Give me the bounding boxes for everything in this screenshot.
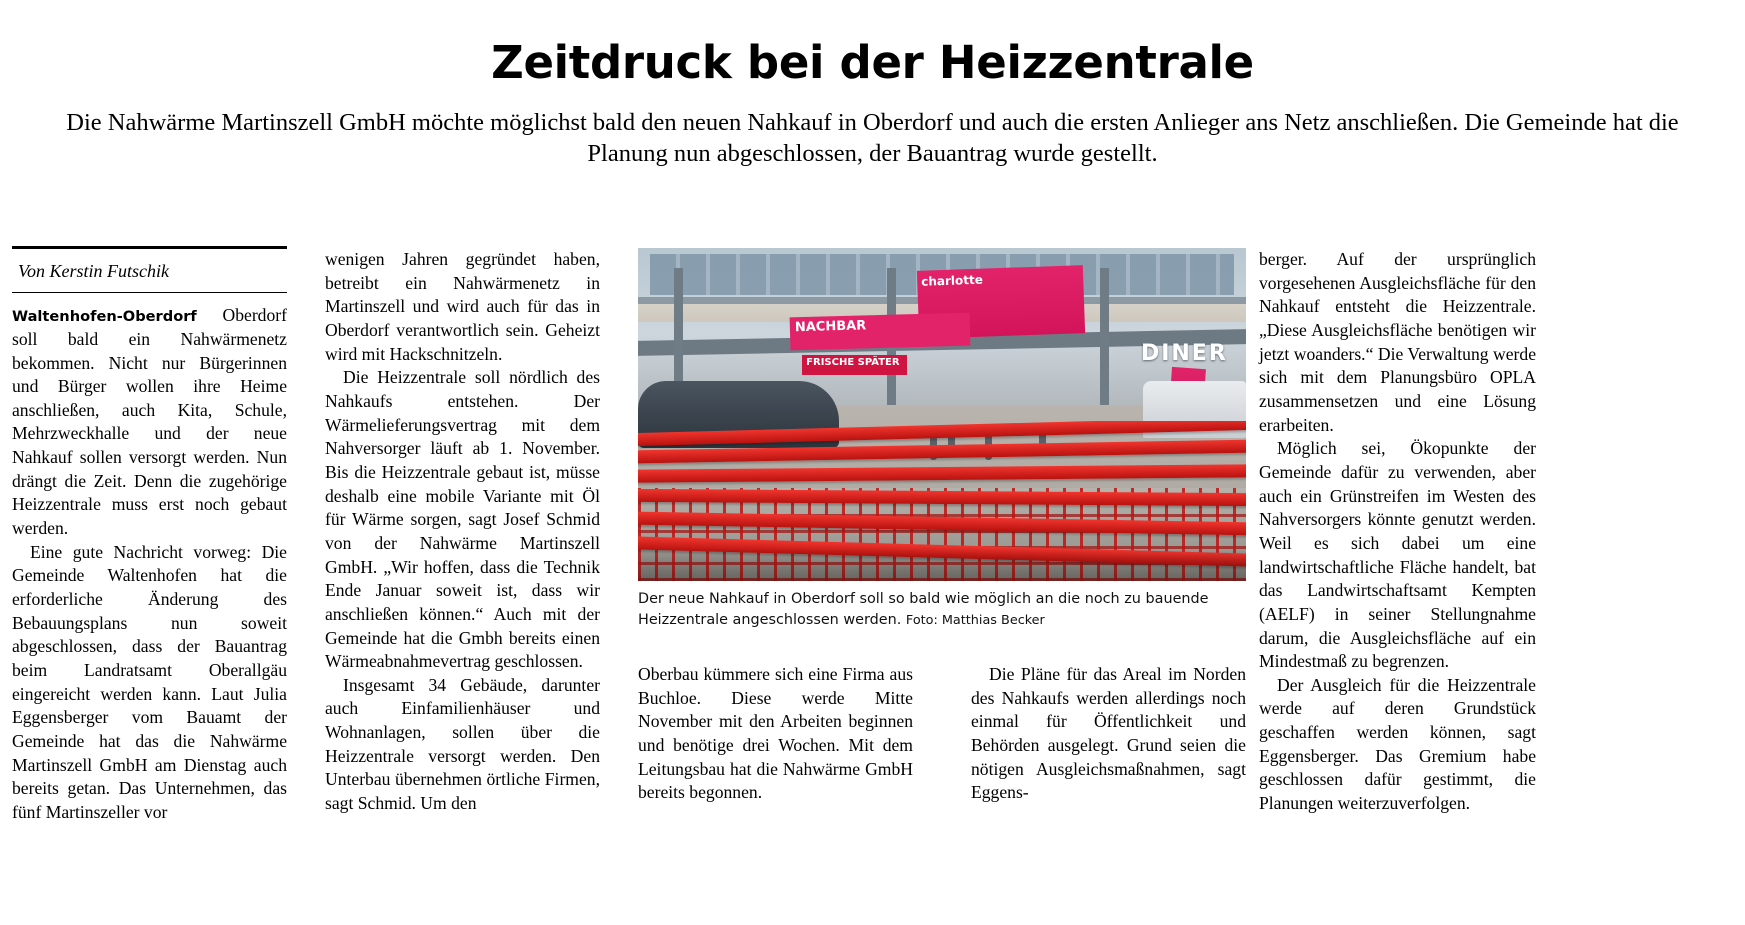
photo-caption bbox=[638, 589, 1246, 630]
text-column-3 bbox=[638, 663, 913, 805]
photo-diner-sign: DINER bbox=[1140, 341, 1228, 367]
photo-credit: Foto: Matthias Becker bbox=[905, 612, 1045, 628]
paragraph: Möglich sei, Ökopunkte der Gemeinde dafür zu verwenden, aber auch ein Grünstreifen im Westen des Nahversorgers könnte genutzt werden. Weil es sich dabei um eine landwirtschaftliche Fläche handelt, bat das Landwirtschaftsamt Kempten (AELF) in seiner Stellungnahme darum, die Ausgleichsfläche auf ein Mindestmaß zu begrenzen. bbox=[1259, 438, 1536, 672]
paragraph bbox=[12, 304, 287, 541]
photo-cart-handle bbox=[638, 464, 1246, 483]
text-column-1 bbox=[12, 248, 287, 825]
paragraph: Oberbau kümmere sich eine Firma aus Buchloe. Diese werde Mitte November mit den Arbeiten beginnen und benötige drei Wochen. Mit dem Leitungsbau hat die Nahwärme GmbH bereits begonnen. bbox=[638, 664, 913, 803]
paragraph-text: Oberdorf soll bald ein Nahwärmenetz bekommen. Nicht nur Bürgerinnen und Bürger wollen ihre Heime anschließen, auch Kita, Schule, Mehrzweckhalle und der neue Nahkauf sollen versorgt werden. Nun drängt die Zeit. Denn die zugehörige Heizzentrale muss erst noch gebaut werden. bbox=[12, 305, 287, 539]
dateline: Waltenhofen-Oberdorf bbox=[12, 308, 197, 326]
article-subhead: Die Nahwärme Martinszell GmbH möchte möglichst bald den neuen Nahkauf in Oberdorf und auch die ersten Anlieger ans Netz anschließen. Die Gemeinde hat die Planung nun abgeschlossen, der Bauantrag wurde gestellt. bbox=[66, 108, 1679, 168]
paragraph: Der Ausgleich für die Heizzentrale werde auf deren Grundstück geschaffen werden können, sagt Eggensberger. Das Gremium habe geschlossen dafür gestimmt, die Planungen weiterzuverfolgen. bbox=[1259, 674, 1536, 814]
byline: Von Kerstin Futschik bbox=[12, 248, 287, 293]
photo-banner-small: FRISCHE SPÄTER bbox=[802, 355, 907, 376]
paragraph: Die Pläne für das Areal im Norden des Nahkaufs werden allerdings noch einmal für Öffentlichkeit und Behörden ausgelegt. Grund seien die nötigen Ausgleichsmaßnahmen, sagt Eggens- bbox=[971, 664, 1246, 803]
paragraph: Insgesamt 34 Gebäude, darunter auch Einfamilienhäuser und Wohnanlagen, sollen über die Heizzentrale versorgt werden. Den Unterbau übernehmen örtliche Firmen, sagt Schmid. Um den bbox=[325, 674, 600, 814]
newspaper-article-page bbox=[0, 38, 1745, 925]
photo-nahkauf-storefront bbox=[638, 248, 1246, 581]
photo-caption-text: Der neue Nahkauf in Oberdorf soll so bald wie möglich an die noch zu bauende Heizzentrale angeschlossen werden. bbox=[638, 591, 1209, 628]
paragraph: berger. Auf der ursprünglich vorgesehenen Ausgleichsfläche für den Nahkauf entsteht die Heizzentrale. „Diese Ausgleichsfläche benötigen wir jetzt woanders.“ Die Verwaltung werde sich mit dem Planungsbüro OPLA zusammensetzen und eine Lösung erarbeiten. bbox=[1259, 249, 1536, 435]
text-column-2 bbox=[325, 248, 600, 816]
article-photo-block bbox=[638, 248, 1246, 630]
paragraph: Eine gute Nachricht vorweg: Die Gemeinde Waltenhofen hat die erforderliche Änderung des Bebauungsplans nun soweit abgeschlossen, dass der Bauantrag beim Landratsamt Oberallgäu eingereicht werden kann. Laut Julia Eggensberger vom Bauamt der Gemeinde hat das die Nahwärme Martinszell GmbH am Dienstag auch bereits getan. Das Unternehmen, das fünf Martinszeller vor bbox=[12, 541, 287, 822]
photo-banner-main: charlotte bbox=[917, 265, 1085, 339]
text-column-4 bbox=[971, 663, 1246, 805]
paragraph: wenigen Jahren gegründet haben, betreibt ein Nahwärmenetz in Martinszell und wird auch für das in Oberdorf verantwortlich sein. Geheizt wird mit Hackschnitzeln. bbox=[325, 249, 600, 364]
article-body bbox=[12, 248, 1734, 918]
paragraph: Die Heizzentrale soll nördlich des Nahkaufs entstehen. Der Wärmelieferungsvertrag mit dem Nahversorger läuft ab 1. November. Bis die Heizzentrale gebaut ist, müsse deshalb eine mobile Variante mit Öl für Wärme sorgen, sagt Josef Schmid von der Nahwärme Martinszell GmbH. „Wir hoffen, dass die Technik Ende Januar soweit ist, dass wir anschließen können.“ Auch mit der Gemeinde hat die Gmbh bereits einen Wärmeabnahmevertrag geschlossen. bbox=[325, 367, 600, 672]
photo-banner-nachbar: NACHBAR bbox=[790, 312, 971, 349]
photo-bottom-shadow bbox=[638, 548, 1246, 581]
text-column-5 bbox=[1259, 248, 1536, 816]
page-title: Zeitdruck bei der Heizzentrale bbox=[491, 36, 1254, 89]
